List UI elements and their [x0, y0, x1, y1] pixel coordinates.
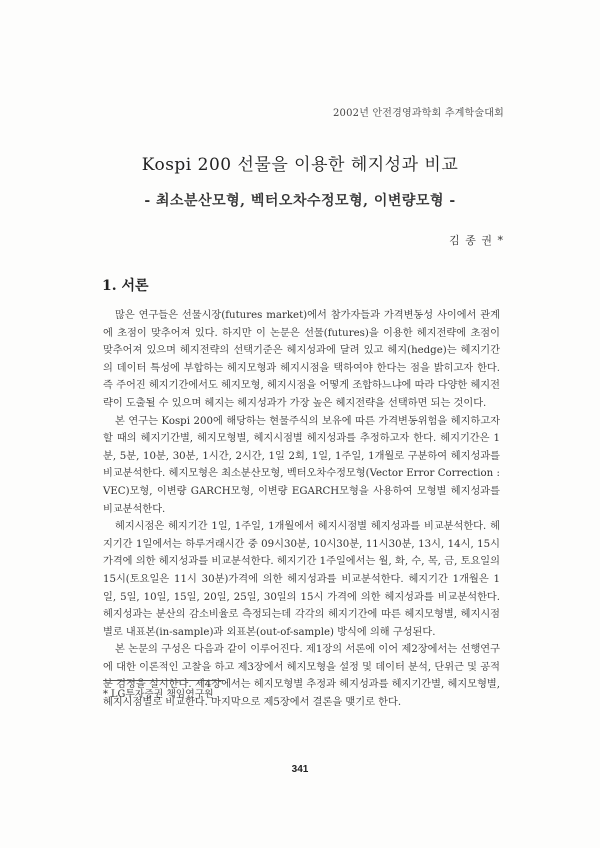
- footnote-divider: [103, 680, 225, 681]
- paragraph-4: 본 논문의 구성은 다음과 같이 이루어진다. 제1장의 서론에 이어 제2장에서는 선행연구에 대한 이론적인 고찰을 하고 제3장에서 헤지모형을 설정 및 데이터 분석, 단위근 및 공적분 검정을 실시한다. 제4장에서는 헤지모형별 추정과 헤지성과를 헤지기간별, 헤지모형별, 헤지시점별로 비교한다. 마지막으로 제5장에서 결론을 맺기로 한다.: [103, 644, 500, 709]
- page-number: 341: [291, 764, 309, 775]
- body-text: [103, 307, 500, 712]
- paper-subtitle: - 최소분산모형, 벡터오차수정모형, 이변량모형 -: [144, 193, 456, 209]
- author-name: 김 종 권 *: [449, 234, 504, 247]
- footnote: * LG투자증권 책임연구원: [103, 689, 214, 700]
- paragraph-1: 많은 연구들은 선물시장(futures market)에서 참가자들과 가격변동성 사이에서 관계에 초점이 맞추어져 있다. 하지만 이 논문은 선물(futures)을 이용한 헤지전략에 초점이 맞추어져 있으며 헤지전략의 선택기준은 헤지성과에 달려 있고 헤지(hedge)는 헤지기간의 데이터 특성에 부합하는 헤지모형과 헤지시점을 택하여야 한다는 점을 밝히고자 한다. 즉 주어진 헤지기간에서도 헤지모형, 헤지시점을 어떻게 조합하느냐에 따라 다양한 헤지전략이 도출될 수 있으며 헤지는 헤지성과가 가장 높은 헤지전략을 선택하면 되는 것이다.: [103, 310, 500, 409]
- paragraph-2: 본 연구는 Kospi 200에 해당하는 현물주식의 보유에 따른 가격변동위험을 헤지하고자 할 때의 헤지기간별, 헤지모형별, 헤지시점별 헤지성과를 추정하고자 한다. 헤지기간은 1분, 5분, 10분, 30분, 1시간, 2시간, 1일 2회, 1일, 1주일, 1개월로 구분하여 헤지성과를 비교분석한다. 헤지모형은 최소분산모형, 벡터오차수정모형(Vector Error Correction : VEC)모형, 이변량 GARCH모형, 이변량 EGARCH모형을 사용하여 모형별 헤지성과를 비교분석한다.: [103, 415, 500, 515]
- paper-title: Kospi 200 선물을 이용한 헤지성과 비교: [141, 155, 459, 175]
- paragraph-3: 헤지시점은 헤지기간 1일, 1주일, 1개월에서 헤지시점별 헤지성과를 비교분석한다. 헤지기간 1일에서는 하루거래시간 중 09시30분, 10시30분, 11시30분, 13시, 14시, 15시 가격에 의한 헤지성과를 비교분석한다. 헤지기간 1주일에서는 월, 화, 수, 목, 금, 토요일의 15시(토요일은 11시 30분)가격에 의한 헤지성과를 비교분석한다. 헤지기간 1개월은 1일, 5일, 10일, 15일, 20일, 25일, 30일의 15시 가격에 의한 헤지성과를 비교분석한다. 헤지성과는 분산의 감소비율로 측정되는데 각각의 헤지기간에 따른 헤지모형별, 헤지시점별로 내표본(in-sample)과 외표본(out-of-sample) 방식에 의해 구성된다.: [103, 521, 500, 638]
- running-head: 2002년 안전경영과학회 추계학술대회: [332, 108, 504, 119]
- section-heading: 1. 서론: [102, 278, 149, 294]
